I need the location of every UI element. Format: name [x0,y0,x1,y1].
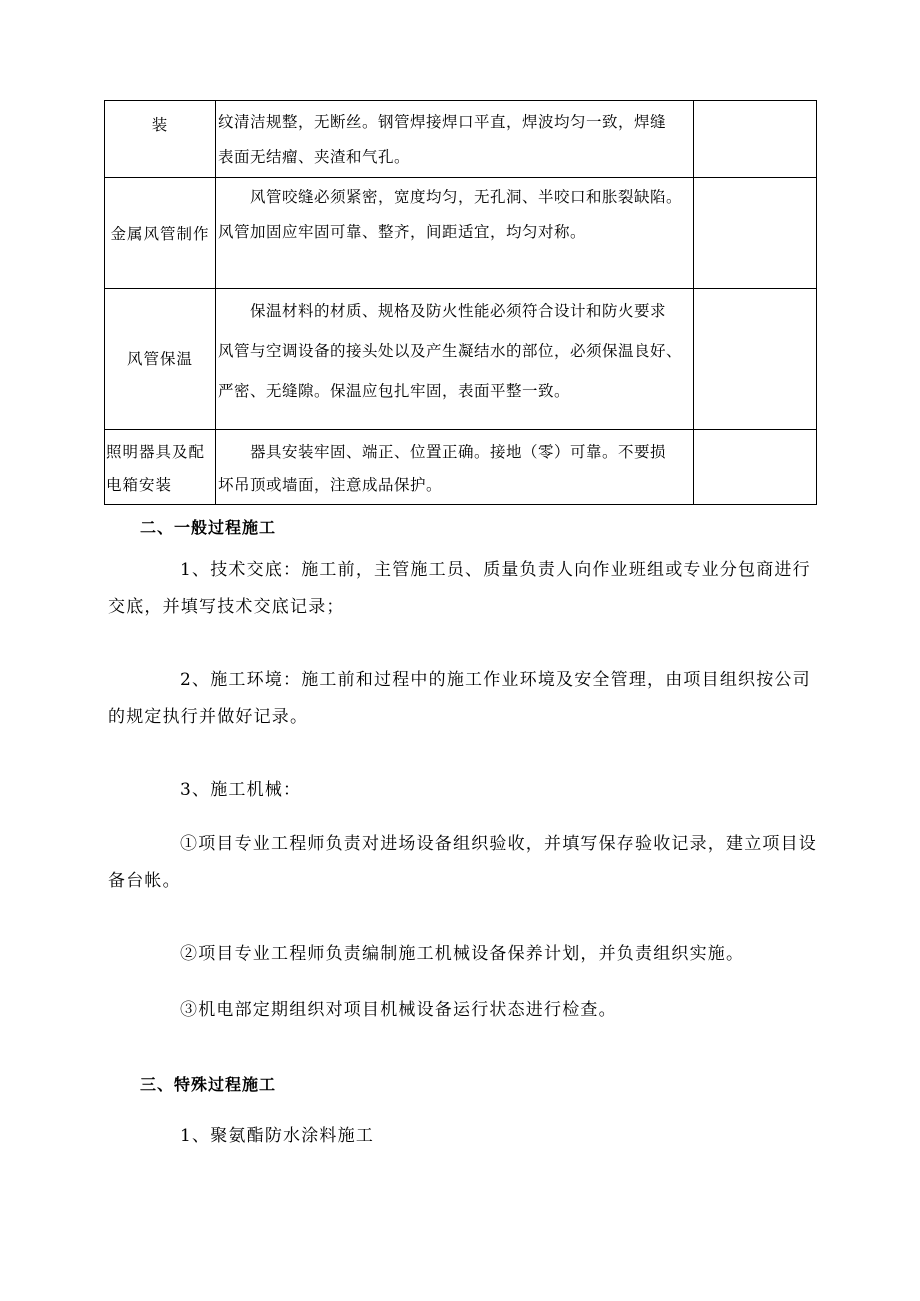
requirement-line: 风管咬缝必须紧密，宽度均匀，无孔洞、半咬口和胀裂缺陷。 [250,188,683,206]
requirement-cell [215,430,693,504]
requirement-line: 风管与空调设备的接头处以及产生凝结水的部位，必须保温良好、 [218,342,683,360]
remark-cell [693,430,817,504]
inspection-table [104,100,817,505]
paragraph: 2、施工环境：施工前和过程中的施工作业环境及安全管理，由项目组织按公司的规定执行并做好记录。 [108,670,811,727]
section-3-heading: 三、特殊过程施工 [140,1075,277,1094]
remark-cell [693,178,817,288]
item-cell: 风管保温 [104,289,215,429]
remark-cell [693,101,817,177]
remark-cell [693,289,817,429]
requirement-line: 坏吊顶或墙面，注意成品保护。 [218,476,443,494]
table-row [104,178,817,289]
item-cell: 装 [104,101,215,177]
requirement-cell [215,289,693,429]
requirement-line: 纹清洁规整，无断丝。钢管焊接焊口平直，焊波均匀一致，焊缝 [218,113,667,131]
paragraph: 1、技术交底：施工前，主管施工员、质量负责人向作业班组或专业分包商进行交底，并填写技术交底记录； [108,560,811,617]
requirement-line: 保温材料的材质、规格及防火性能必须符合设计和防火要求 [250,302,667,320]
table-row [104,430,817,505]
requirement-cell [215,178,693,288]
paragraph: ①项目专业工程师负责对进场设备组织验收，并填写保存验收记录，建立项目设备台帐。 [108,834,817,891]
requirement-cell [215,101,693,177]
requirement-line: 器具安装牢固、端正、位置正确。接地（零）可靠。不要损 [250,443,667,461]
item-line: 电箱安装 [106,476,173,494]
table-row [104,100,817,178]
requirement-line: 严密、无缝隙。保温应包扎牢固，表面平整一致。 [218,382,571,400]
paragraph: ②项目专业工程师负责编制施工机械设备保养计划，并负责组织实施。 [180,944,745,964]
requirement-line: 风管加固应牢固可靠、整齐，间距适宜，均匀对称。 [218,223,587,241]
item-cell [104,430,215,504]
section-2-heading: 二、一般过程施工 [140,518,277,537]
paragraph: ③机电部定期组织对项目机械设备运行状态进行检查。 [180,1000,617,1020]
table-row [104,289,817,430]
paragraph: 3、施工机械： [180,780,302,800]
item-cell: 金属风管制作 [104,178,215,288]
item-line: 照明器具及配 [106,443,206,461]
paragraph: 1、聚氨酯防水涂料施工 [180,1126,375,1146]
requirement-line: 表面无结瘤、夹渣和气孔。 [218,148,411,166]
